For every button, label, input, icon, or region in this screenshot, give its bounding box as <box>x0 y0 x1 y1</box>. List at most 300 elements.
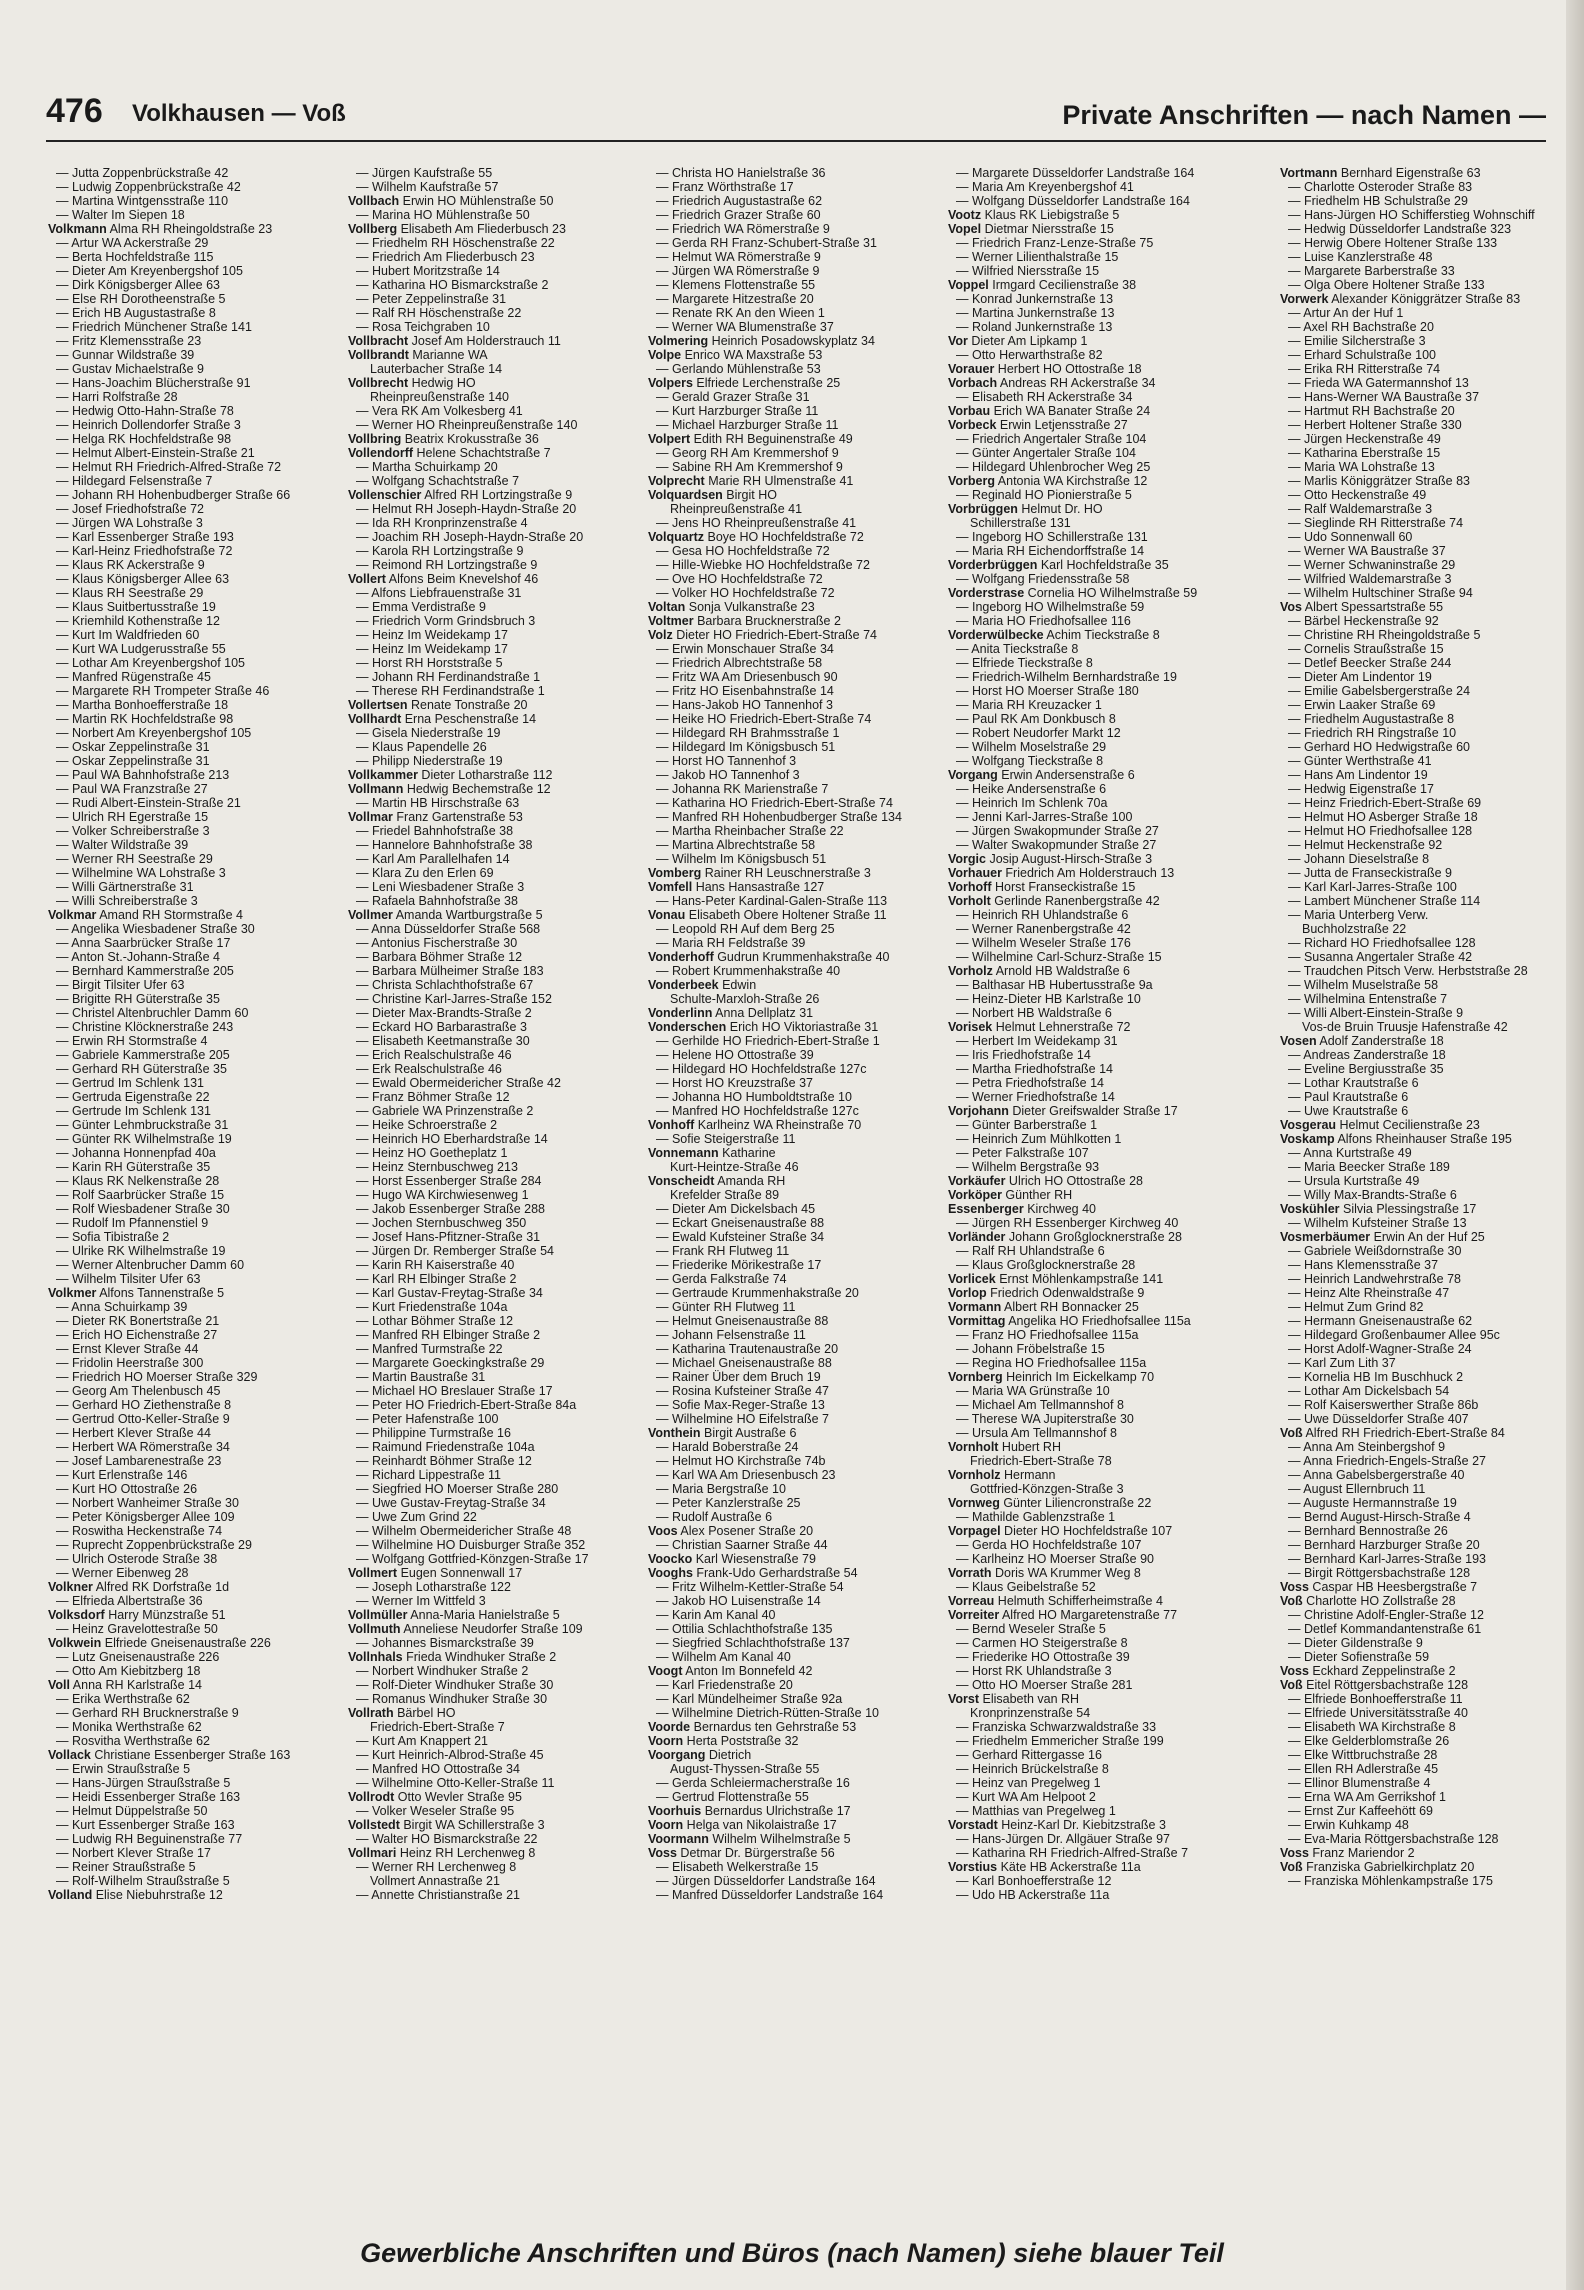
directory-entry: — Hans-Jürgen HO Schifferstieg Wohnschiff <box>1288 208 1535 222</box>
surname: Vorhauer <box>948 866 1002 880</box>
directory-entry: — Hans Am Lindentor 19 <box>1288 768 1428 782</box>
directory-entry: — Lothar Am Dickelsbach 54 <box>1288 1384 1450 1398</box>
directory-entry: — Margarete RH Trompeter Straße 46 <box>56 684 270 698</box>
directory-entry: — Ursula Am Tellmannshof 8 <box>956 1426 1117 1440</box>
directory-entry: — Helmut RH Friedrich-Alfred-Straße 72 <box>56 460 282 474</box>
directory-entry: — Elfriede Bonhoefferstraße 11 <box>1288 1692 1463 1706</box>
directory-entry: — Fritz Klemensstraße 23 <box>56 334 202 348</box>
directory-entry: — Karin Am Kanal 40 <box>656 1608 776 1622</box>
surname: Volkner <box>48 1580 93 1594</box>
surname: Vollmüller <box>348 1608 408 1622</box>
page-range-title: Volkhausen — Voß <box>132 100 346 127</box>
directory-entry: — Jenni Karl-Jarres-Straße 100 <box>956 810 1133 824</box>
directory-entry: — Friedrich RH Ringstraße 10 <box>1288 726 1457 740</box>
surname: Voltan <box>648 600 686 614</box>
directory-entry: — Gerhard RH Brucknerstraße 9 <box>56 1706 239 1720</box>
directory-entry: — Werner Ranenbergstraße 42 <box>956 922 1131 936</box>
directory-entry: Vollbring Beatrix Krokusstraße 36 <box>348 432 539 446</box>
directory-entry: — Karl Friedenstraße 20 <box>656 1678 793 1692</box>
directory-entry: — Erwin Monschauer Straße 34 <box>656 642 834 656</box>
directory-entry: — Werner WA Blumenstraße 37 <box>656 320 834 334</box>
directory-entry: Vorländer Johann Großglocknerstraße 28 <box>948 1230 1182 1244</box>
directory-entry: — Elfriede Universitätsstraße 40 <box>1288 1706 1468 1720</box>
directory-entry: — Roswitha Heckenstraße 74 <box>56 1524 223 1538</box>
surname: Volland <box>48 1888 93 1902</box>
column-4 <box>948 166 1278 1902</box>
directory-entry: — Christa HO Hanielstraße 36 <box>656 166 826 180</box>
directory-entry: — Heinz van Pregelweg 1 <box>956 1776 1101 1790</box>
directory-entry: Vorhoff Horst Franseckistraße 15 <box>948 880 1136 894</box>
directory-entry: Vormittag Angelika HO Friedhofsallee 115a <box>948 1314 1191 1328</box>
surname: Voorn <box>648 1818 684 1832</box>
directory-entry: — Helmut Heckenstraße 92 <box>1288 838 1443 852</box>
surname: Voltmer <box>648 614 694 628</box>
directory-entry: — Karl Bonhoefferstraße 12 <box>956 1874 1112 1888</box>
surname: Vollkammer <box>348 768 418 782</box>
directory-entry: — Norbert Wanheimer Straße 30 <box>56 1496 239 1510</box>
directory-entry: — Werner Schwaninstraße 29 <box>1288 558 1456 572</box>
surname: Vollert <box>348 572 386 586</box>
directory-entry: — Franziska Möhlenkampstraße 175 <box>1288 1874 1493 1888</box>
directory-entry: — Gerda HO Hochfeldstraße 107 <box>956 1538 1142 1552</box>
directory-entry: — Bernd Weseler Straße 5 <box>956 1622 1106 1636</box>
directory-entry: Volland Elise Niebuhrstraße 12 <box>48 1888 223 1902</box>
directory-entry: — Gerda Schleiermacherstraße 16 <box>656 1776 850 1790</box>
surname: Voß <box>1280 1678 1303 1692</box>
directory-entry: — Oskar Zeppelinstraße 31 <box>56 754 210 768</box>
directory-entry: — Gerald Grazer Straße 31 <box>656 390 810 404</box>
directory-entry: Vootz Klaus RK Liebigstraße 5 <box>948 208 1120 222</box>
directory-entry: — Fritz WA Am Driesenbusch 90 <box>656 670 838 684</box>
directory-entry: — Karl-Heinz Friedhofstraße 72 <box>56 544 233 558</box>
directory-entry: — Wilhelm Muselstraße 58 <box>1288 978 1439 992</box>
directory-entry: — Matthias van Pregelweg 1 <box>956 1804 1116 1818</box>
surname: Vollmari <box>348 1846 397 1860</box>
directory-entry: — Ingeborg HO Schillerstraße 131 <box>956 530 1148 544</box>
directory-entry: — Jürgen WA Lohstraße 3 <box>56 516 203 530</box>
directory-entry: — Ernst Zur Kaffeehött 69 <box>1288 1804 1433 1818</box>
directory-entry: Vorköper Günther RH <box>948 1188 1073 1202</box>
surname: Vormittag <box>948 1314 1006 1328</box>
directory-entry: — Marlis Königgrätzer Straße 83 <box>1288 474 1471 488</box>
directory-entry: Vollkammer Dieter Lotharstraße 112 <box>348 768 553 782</box>
surname: Vollbrandt <box>348 348 409 362</box>
directory-entry: — Jürgen Swakopmunder Straße 27 <box>956 824 1159 838</box>
directory-entry: Vonderbeek Edwin <box>648 978 757 992</box>
directory-entry: — Friedhelm HB Schulstraße 29 <box>1288 194 1468 208</box>
directory-entry: Volkner Alfred RK Dorfstraße 1d <box>48 1580 230 1594</box>
directory-entry: — Helmut Düppelstraße 50 <box>56 1804 208 1818</box>
directory-entry: — Frieda WA Gatermannshof 13 <box>1288 376 1469 390</box>
directory-entry: — Maria Bergstraße 10 <box>656 1482 786 1496</box>
directory-entry: — Hildegard Uhlenbrocher Weg 25 <box>956 460 1151 474</box>
directory-entry: — Harald Boberstraße 24 <box>656 1440 799 1454</box>
directory-entry: — Bernd August-Hirsch-Straße 4 <box>1288 1510 1471 1524</box>
directory-entry: Vorderwülbecke Achim Tieckstraße 8 <box>948 628 1160 642</box>
directory-entry: — Johannes Bismarckstraße 39 <box>356 1636 534 1650</box>
directory-entry: Vollmert Eugen Sonnenwall 17 <box>348 1566 523 1580</box>
directory-entry: — Norbert HB Waldstraße 6 <box>956 1006 1112 1020</box>
directory-entry: — Reinhardt Böhmer Straße 12 <box>356 1454 532 1468</box>
directory-entry: — Heinz Gravelottestraße 50 <box>56 1622 218 1636</box>
directory-entry: — Otto Heckenstraße 49 <box>1288 488 1427 502</box>
directory-entry: — Martha Schuirkamp 20 <box>356 460 498 474</box>
directory-entry: — Gerlando Mühlenstraße 53 <box>656 362 821 376</box>
directory-entry: — Joseph Lotharstraße 122 <box>356 1580 511 1594</box>
directory-entry: — Heinz Friedrich-Ebert-Straße 69 <box>1288 796 1482 810</box>
directory-entry: — Friedrich Albrechtstraße 58 <box>656 656 823 670</box>
directory-entry: Schulte-Marxloh-Straße 26 <box>670 992 820 1006</box>
directory-entry: — Willy Max-Brandts-Straße 6 <box>1288 1188 1457 1202</box>
directory-entry: — Herwig Obere Holtener Straße 133 <box>1288 236 1498 250</box>
surname: Vorderstrase <box>948 586 1025 600</box>
directory-entry: — Rolf Wiesbadener Straße 30 <box>56 1202 230 1216</box>
directory-entry: — Werner Lilienthalstraße 15 <box>956 250 1119 264</box>
surname: Vorst <box>948 1692 980 1706</box>
directory-entry: — Wilhelmina Entenstraße 7 <box>1288 992 1448 1006</box>
directory-entry: — Rolf Kaiserswerther Straße 86b <box>1288 1398 1479 1412</box>
surname: Vollenschier <box>348 488 422 502</box>
directory-entry: — Gabriele WA Prinzenstraße 2 <box>356 1104 534 1118</box>
directory-entry: Vollendorff Helene Schachtstraße 7 <box>348 446 551 460</box>
directory-entry: — Gerhard Rittergasse 16 <box>956 1748 1102 1762</box>
surname: Vorholz <box>948 964 993 978</box>
surname: Vorauer <box>948 362 995 376</box>
surname: Vollstedt <box>348 1818 400 1832</box>
directory-entry: Vooghs Frank-Udo Gerhardstraße 54 <box>648 1566 858 1580</box>
directory-entry: — Christine Klöcknerstraße 243 <box>56 1020 234 1034</box>
directory-entry: — Therese WA Jupiterstraße 30 <box>956 1412 1134 1426</box>
directory-entry: Vollert Alfons Beim Knevelshof 46 <box>348 572 539 586</box>
directory-entry: — Antonius Fischerstraße 30 <box>356 936 518 950</box>
directory-entry: — Monika Werthstraße 62 <box>56 1720 202 1734</box>
directory-entry: — Susanna Angertaler Straße 42 <box>1288 950 1473 964</box>
directory-entry: Rheinpreußenstraße 41 <box>670 502 803 516</box>
directory-entry: — Gertrud Im Schlenk 131 <box>56 1076 204 1090</box>
directory-entry: — Lutz Gneisenaustraße 226 <box>56 1650 220 1664</box>
surname: Vorderbrüggen <box>948 558 1038 572</box>
directory-entry: — Cornelis Straußstraße 15 <box>1288 642 1444 656</box>
directory-entry: — Uwe Düsseldorfer Straße 407 <box>1288 1412 1469 1426</box>
directory-entry: — Alfons Liebfrauenstraße 31 <box>356 586 522 600</box>
directory-entry: — Friedrich Augustastraße 62 <box>656 194 823 208</box>
directory-entry: — Hedwig Düsseldorfer Landstraße 323 <box>1288 222 1512 236</box>
directory-entry: — Gerda Falkstraße 74 <box>656 1272 787 1286</box>
directory-entry: — Günter Angertaler Straße 104 <box>956 446 1136 460</box>
directory-entry: Vorwerk Alexander Königgrätzer Straße 83 <box>1280 292 1521 306</box>
directory-entry: Volmering Heinrich Posadowskyplatz 34 <box>648 334 875 348</box>
directory-entry: — Sofie Steigerstraße 11 <box>656 1132 796 1146</box>
directory-entry: — Wolfgang Schachtstraße 7 <box>356 474 520 488</box>
surname: Vorrath <box>948 1566 992 1580</box>
directory-entry: — Bernhard Harzburger Straße 20 <box>1288 1538 1480 1552</box>
directory-entry: — Erwin Laaker Straße 69 <box>1288 698 1436 712</box>
directory-entry: — Erna WA Am Gerrikshof 1 <box>1288 1790 1446 1804</box>
directory-entry: Vollbrandt Marianne WA <box>348 348 488 362</box>
directory-entry: Vorrath Doris WA Krummer Weg 8 <box>948 1566 1141 1580</box>
surname: Voocko <box>648 1552 693 1566</box>
directory-entry: — Kurt Erlenstraße 146 <box>56 1468 188 1482</box>
directory-entry: — Georg Am Thelenbusch 45 <box>56 1384 221 1398</box>
directory-entry: — Ernst Klever Straße 44 <box>56 1342 199 1356</box>
directory-entry: — Margarete Goeckingkstraße 29 <box>356 1356 545 1370</box>
directory-entry: — Dieter Am Dickelsbach 45 <box>656 1202 816 1216</box>
directory-entry: Vosgerau Helmut Cecilienstraße 23 <box>1280 1118 1480 1132</box>
directory-entry: — Dieter Sofienstraße 59 <box>1288 1650 1430 1664</box>
directory-entry: — Friedrich Franz-Lenze-Straße 75 <box>956 236 1154 250</box>
directory-entry: — Helmut Albert-Einstein-Straße 21 <box>56 446 255 460</box>
directory-entry: — Anna Kurtstraße 49 <box>1288 1146 1412 1160</box>
directory-entry: — Michael Am Tellmannshof 8 <box>956 1398 1124 1412</box>
directory-entry: — Heinrich Brückelstraße 8 <box>956 1762 1109 1776</box>
surname: Vorbeck <box>948 418 997 432</box>
surname: Vopel <box>948 222 982 236</box>
directory-entry: — Jürgen Kaufstraße 55 <box>356 166 493 180</box>
directory-entry: — Manfred HO Ottostraße 34 <box>356 1762 520 1776</box>
directory-entry: Vollberg Elisabeth Am Fliederbusch 23 <box>348 222 566 236</box>
surname: Voß <box>1280 1426 1303 1440</box>
directory-entry: — Werner Friedhofstraße 14 <box>956 1090 1115 1104</box>
directory-entry: — Josef Lambarenestraße 23 <box>56 1454 222 1468</box>
directory-entry: Vollstedt Birgit WA Schillerstraße 3 <box>348 1818 545 1832</box>
directory-entry: — Wilhelm Hultschiner Straße 94 <box>1288 586 1473 600</box>
directory-entry: Volkwein Elfriede Gneisenaustraße 226 <box>48 1636 271 1650</box>
directory-entry: — Kurt WA Am Helpoot 2 <box>956 1790 1096 1804</box>
directory-entry: Voorgang Dietrich <box>648 1748 752 1762</box>
directory-entry: — Helmut Gneisenaustraße 88 <box>656 1314 829 1328</box>
directory-entry: — Anita Tieckstraße 8 <box>956 642 1079 656</box>
surname: Vorbau <box>948 404 991 418</box>
directory-entry: — Vera RK Am Volkesberg 41 <box>356 404 523 418</box>
directory-entry: — Artur An der Huf 1 <box>1288 306 1404 320</box>
directory-entry: — Maria WA Lohstraße 13 <box>1288 460 1435 474</box>
section-title: Private Anschriften — nach Namen — <box>1062 100 1546 130</box>
directory-entry: — Martina Wintgensstraße 110 <box>56 194 229 208</box>
directory-entry: — Elisabeth Welkerstraße 15 <box>656 1860 819 1874</box>
directory-entry: — Norbert Windhuker Straße 2 <box>356 1664 529 1678</box>
directory-entry: — Elfriede Tieckstraße 8 <box>956 656 1093 670</box>
directory-entry: — Kurt HO Ottostraße 26 <box>56 1482 198 1496</box>
directory-entry: Vorbach Andreas RH Ackerstraße 34 <box>948 376 1156 390</box>
directory-entry: — Manfred Rügenstraße 45 <box>56 670 211 684</box>
directory-entry: Schillerstraße 131 <box>970 516 1071 530</box>
surname: Vollmann <box>348 782 404 796</box>
directory-entry: — Jakob Essenberger Straße 288 <box>356 1202 545 1216</box>
directory-entry: — Eckard HO Barbarastraße 3 <box>356 1020 527 1034</box>
surname: Vosmerbäumer <box>1280 1230 1371 1244</box>
directory-entry: Krefelder Straße 89 <box>670 1188 780 1202</box>
directory-entry: — Martha Rheinbacher Straße 22 <box>656 824 844 838</box>
directory-entry: — Karl Am Parallelhafen 14 <box>356 852 510 866</box>
directory-entry: — Rosina Kufsteiner Straße 47 <box>656 1384 829 1398</box>
directory-entry: — Wilhelmine HO Eifelstraße 7 <box>656 1412 829 1426</box>
directory-entry: — Balthasar HB Hubertusstraße 9a <box>956 978 1153 992</box>
directory-entry: — Martina Junkernstraße 13 <box>956 306 1115 320</box>
directory-entry: — Dieter Am Lindentor 19 <box>1288 670 1432 684</box>
directory-entry: — Hans-Peter Kardinal-Galen-Straße 113 <box>656 894 888 908</box>
surname: Vorpagel <box>948 1524 1001 1538</box>
surname: Vollendorff <box>348 446 414 460</box>
column-1 <box>48 166 378 1902</box>
directory-entry: Volkmar Amand RH Stormstraße 4 <box>48 908 243 922</box>
directory-entry: — Hans-Joachim Blücherstraße 91 <box>56 376 251 390</box>
directory-entry: — Erich HO Eichenstraße 27 <box>56 1328 218 1342</box>
directory-entry: — Hannelore Bahnhofstraße 38 <box>356 838 533 852</box>
header-rule <box>46 140 1546 142</box>
surname: Voss <box>648 1846 677 1860</box>
surname: Vonderhoff <box>648 950 714 964</box>
directory-entry: — Norbert Am Kreyenbergshof 105 <box>56 726 252 740</box>
surname: Vomfell <box>648 880 693 894</box>
directory-entry: — Heinrich RH Uhlandstraße 6 <box>956 908 1129 922</box>
surname: Voll <box>48 1678 70 1692</box>
directory-entry: — Hans-Jakob HO Tannenhof 3 <box>656 698 833 712</box>
directory-entry: — Friedrich Grazer Straße 60 <box>656 208 821 222</box>
directory-entry: — Gabriele Kammerstraße 205 <box>56 1048 230 1062</box>
directory-entry: Vonhoff Karlheinz WA Rheinstraße 70 <box>648 1118 862 1132</box>
directory-entry: Vonnemann Katharine <box>648 1146 776 1160</box>
surname: Vonderschen <box>648 1020 727 1034</box>
directory-entry: — Leopold RH Auf dem Berg 25 <box>656 922 835 936</box>
directory-entry: — Friedhelm RH Höschenstraße 22 <box>356 236 555 250</box>
directory-entry: — Charlotte Osteroder Straße 83 <box>1288 180 1473 194</box>
directory-entry: — Siegfried Schlachthofstraße 137 <box>656 1636 850 1650</box>
directory-entry: — Manfred Düsseldorfer Landstraße 164 <box>656 1888 884 1902</box>
directory-entry: — Heinrich Zum Mühlkotten 1 <box>956 1132 1122 1146</box>
directory-entry: — Bernhard Kammerstraße 205 <box>56 964 234 978</box>
directory-entry: — Friedrich HO Moerser Straße 329 <box>56 1370 258 1384</box>
directory-entry: — Ingeborg HO Wilhelmstraße 59 <box>956 600 1145 614</box>
directory-entry: — Elfrieda Albertstraße 36 <box>56 1594 203 1608</box>
directory-entry: — Raimund Friedenstraße 104a <box>356 1440 535 1454</box>
directory-entry: — Lothar Böhmer Straße 12 <box>356 1314 514 1328</box>
directory-entry: — Joachim RH Joseph-Haydn-Straße 20 <box>356 530 584 544</box>
directory-entry: — Sofia Tibistraße 2 <box>56 1230 170 1244</box>
directory-entry: Vorhauer Friedrich Am Holderstrauch 13 <box>948 866 1175 880</box>
directory-entry: Vorkäufer Ulrich HO Ottostraße 28 <box>948 1174 1143 1188</box>
directory-entry: — Martin RK Hochfeldstraße 98 <box>56 712 234 726</box>
directory-entry: — Helmut WA Römerstraße 9 <box>656 250 821 264</box>
directory-entry: — Hartmut RH Bachstraße 20 <box>1288 404 1455 418</box>
directory-entry: — Ottilia Schlachthofstraße 135 <box>656 1622 833 1636</box>
surname: Vorgic <box>948 852 986 866</box>
directory-entry: — August Ellernbruch 11 <box>1288 1482 1426 1496</box>
directory-entry: — Jutta Zoppenbrückstraße 42 <box>56 166 229 180</box>
directory-entry: — Heike Schroerstraße 2 <box>356 1118 498 1132</box>
directory-entry: — Axel RH Bachstraße 20 <box>1288 320 1434 334</box>
directory-entry: — Anna Saarbrücker Straße 17 <box>56 936 231 950</box>
surname: Vorbach <box>948 376 998 390</box>
directory-entry: — Gertruda Eigenstraße 22 <box>56 1090 210 1104</box>
directory-entry: — Karin RH Güterstraße 35 <box>56 1160 211 1174</box>
directory-entry: — Martin HB Hirschstraße 63 <box>356 796 520 810</box>
directory-entry: — Klaus Großglocknerstraße 28 <box>956 1258 1136 1272</box>
surname: Voss <box>1280 1580 1309 1594</box>
directory-entry: — Christel Altenbruchler Damm 60 <box>56 1006 249 1020</box>
directory-entry: — Harri Rolfstraße 28 <box>56 390 178 404</box>
surname: Voorgang <box>648 1748 706 1762</box>
directory-entry: — Kurt Friedenstraße 104a <box>356 1300 508 1314</box>
directory-entry: — Kurt Heinrich-Albrod-Straße 45 <box>356 1748 544 1762</box>
directory-entry: — Elisabeth RH Ackerstraße 34 <box>956 390 1133 404</box>
column-3 <box>648 166 978 1902</box>
surname: Vorstius <box>948 1860 998 1874</box>
directory-entry: Voormann Wilhelm Wilhelmstraße 5 <box>648 1832 851 1846</box>
directory-entry: — Reiner Straußstraße 5 <box>56 1860 196 1874</box>
directory-entry: Voogt Anton Im Bonnefeld 42 <box>648 1664 813 1678</box>
directory-entry: — Kurt Harzburger Straße 11 <box>656 404 819 418</box>
directory-entry: — Christa Schlachthofstraße 67 <box>356 978 534 992</box>
directory-entry: — Dieter Max-Brandts-Straße 2 <box>356 1006 532 1020</box>
directory-entry: — Ursula Kurtstraße 49 <box>1288 1174 1420 1188</box>
surname: Vorkäufer <box>948 1174 1006 1188</box>
directory-entry: — Uwe Zum Grind 22 <box>356 1510 477 1524</box>
directory-entry: — Jürgen RH Essenberger Kirchweg 40 <box>956 1216 1179 1230</box>
surname: Vosgerau <box>1280 1118 1337 1132</box>
directory-entry: — Friedrich Münchener Straße 141 <box>56 320 252 334</box>
directory-entry: Voorhuis Bernardus Ulrichstraße 17 <box>648 1804 851 1818</box>
directory-entry: — Otto Am Kiebitzberg 18 <box>56 1664 201 1678</box>
directory-entry: — Wilhelmine WA Lohstraße 3 <box>56 866 226 880</box>
directory-entry: — Johann Dieselstraße 8 <box>1288 852 1430 866</box>
directory-entry: — Helmut Zum Grind 82 <box>1288 1300 1424 1314</box>
directory-entry: — Wilhelm Moselstraße 29 <box>956 740 1107 754</box>
directory-entry: — Barbara Böhmer Straße 12 <box>356 950 523 964</box>
directory-entry: — Brigitte RH Güterstraße 35 <box>56 992 220 1006</box>
directory-entry: — Heinz Alte Rheinstraße 47 <box>1288 1286 1450 1300</box>
directory-entry: — Dirk Königsberger Allee 63 <box>56 278 220 292</box>
surname: Vorlicek <box>948 1272 996 1286</box>
directory-entry: Voppel Irmgard Cecilienstraße 38 <box>948 278 1137 292</box>
directory-entry: — Peter HO Friedrich-Ebert-Straße 84a <box>356 1398 577 1412</box>
directory-entry: Voskühler Silvia Plessingstraße 17 <box>1280 1202 1477 1216</box>
directory-entry: Vorpagel Dieter HO Hochfeldstraße 107 <box>948 1524 1173 1538</box>
directory-entry: Voss Caspar HB Heesbergstraße 7 <box>1280 1580 1478 1594</box>
directory-entry: — Eva-Maria Röttgersbachstraße 128 <box>1288 1832 1499 1846</box>
directory-entry: Vorstadt Heinz-Karl Dr. Kiebitzstraße 3 <box>948 1818 1166 1832</box>
surname: Volpert <box>648 432 691 446</box>
directory-entry: — Martin Baustraße 31 <box>356 1370 486 1384</box>
directory-entry: — Kurt Am Knappert 21 <box>356 1734 489 1748</box>
directory-entry: — Wolfgang Düsseldorfer Landstraße 164 <box>956 194 1190 208</box>
directory-entry: — Gertrud Flottenstraße 55 <box>656 1790 809 1804</box>
directory-entry: Voß Eitel Röttgersbachstraße 128 <box>1280 1678 1469 1692</box>
directory-entry: Lauterbacher Straße 14 <box>370 362 503 376</box>
directory-entry: — Paul Krautstraße 6 <box>1288 1090 1409 1104</box>
directory-entry: — Emilie Gabelsbergerstraße 24 <box>1288 684 1471 698</box>
directory-entry: — Helmut HO Friedhofsallee 128 <box>1288 824 1473 838</box>
directory-entry: — Paul RK Am Donkbusch 8 <box>956 712 1116 726</box>
directory-entry: — Karl RH Elbinger Straße 2 <box>356 1272 517 1286</box>
directory-entry: — Friedhelm Augustastraße 8 <box>1288 712 1455 726</box>
directory-entry: — Werner Im Wittfeld 3 <box>356 1594 486 1608</box>
surname: Voß <box>1280 1594 1303 1608</box>
directory-entry: — Reimond RH Lortzingstraße 9 <box>356 558 538 572</box>
surname: Vorlop <box>948 1286 987 1300</box>
surname: Vonhoff <box>648 1118 695 1132</box>
directory-entry: — Michael Gneisenaustraße 88 <box>656 1356 832 1370</box>
directory-entry: — Klaus Papendelle 26 <box>356 740 487 754</box>
directory-entry: — Birgit Röttgersbachstraße 128 <box>1288 1566 1471 1580</box>
directory-entry: — Romanus Windhuker Straße 30 <box>356 1692 548 1706</box>
directory-entry: Vonscheidt Amanda RH <box>648 1174 786 1188</box>
directory-entry: — Udo HB Ackerstraße 11a <box>956 1888 1110 1902</box>
directory-entry: Rheinpreußenstraße 140 <box>370 390 509 404</box>
surname: Volquartz <box>648 530 705 544</box>
directory-entry: — Friederike HO Ottostraße 39 <box>956 1650 1130 1664</box>
surname: Vorholt <box>948 894 991 908</box>
directory-entry: — Friedrich-Wilhelm Bernhardstraße 19 <box>956 670 1177 684</box>
